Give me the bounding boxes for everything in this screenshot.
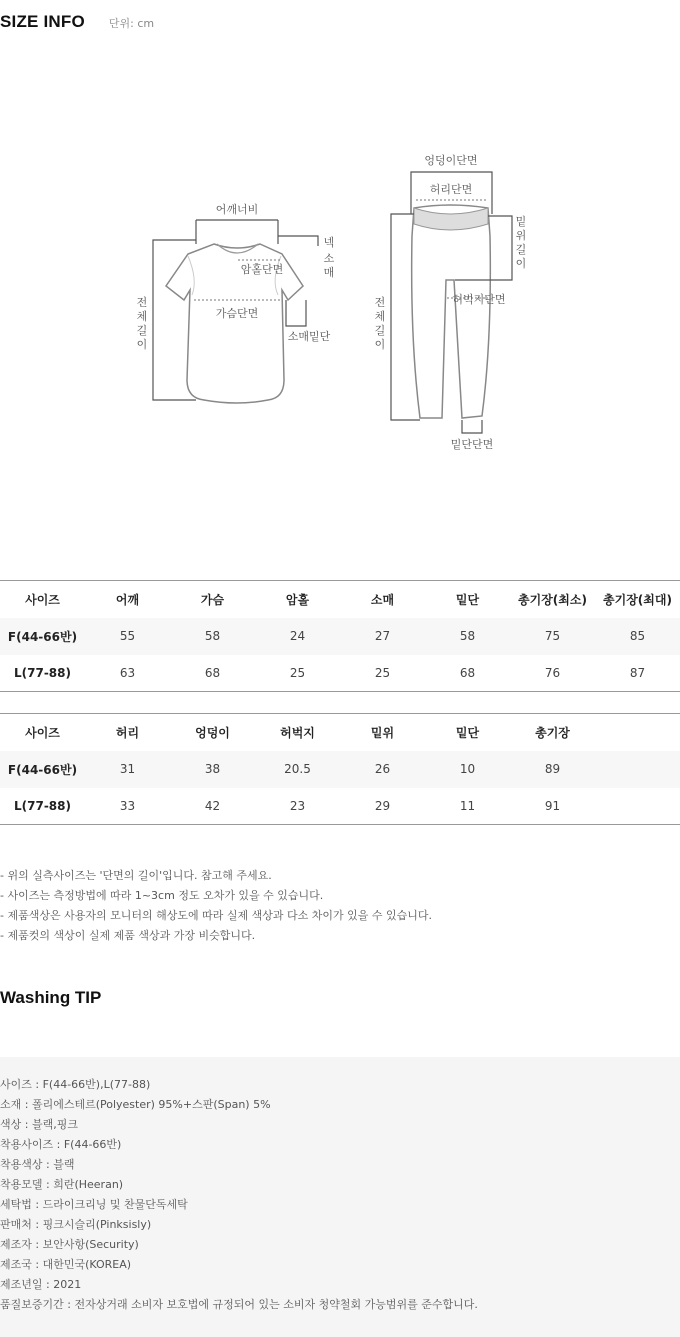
table-cell: 33 [119, 798, 136, 813]
table-cell: 89 [510, 751, 595, 788]
label-top-length-4: 이 [136, 338, 148, 351]
row-size-label: L(77-88) [14, 665, 71, 680]
column-header: 소매 [340, 581, 425, 618]
table-cell: 24 [255, 618, 340, 655]
column-header: 허벅지 [255, 714, 340, 751]
table-cell: 91 [544, 798, 561, 813]
spec-line: 색상 : 블랙,핑크 [0, 1118, 78, 1131]
column-header: 밑단 [425, 714, 510, 751]
column-header: 암홀 [255, 581, 340, 618]
table-cell: 76 [544, 665, 561, 680]
spec-line: 제조국 : 대한민국(KOREA) [0, 1258, 132, 1271]
table-cell: 29 [374, 798, 391, 813]
row-size-label: F(44-66반) [0, 751, 85, 788]
note-line: - 제품색상은 사용자의 모니터의 해상도에 따라 실제 색상과 다소 차이가 있을 수 있습니다. [0, 909, 432, 922]
measurement-diagram [0, 140, 680, 470]
table-cell: 58 [425, 618, 510, 655]
size-notes [0, 866, 680, 946]
label-bottom-length-3: 길 [374, 324, 386, 337]
label-rise-3: 길 [515, 243, 527, 256]
table-cell: 27 [340, 618, 425, 655]
bottom-garment-illustration [412, 205, 491, 418]
table-cell: 20.5 [255, 751, 340, 788]
table-cell: 31 [85, 751, 170, 788]
column-header: 엉덩이 [170, 714, 255, 751]
table-row [0, 788, 680, 825]
spec-line: 소재 : 폴리에스테르(Polyester) 95%+스판(Span) 5% [0, 1098, 271, 1111]
size-info-title: SIZE INFO [0, 12, 85, 31]
table-cell [595, 751, 680, 788]
spec-line: 품질보증기간 : 전자상거래 소비자 보호법에 규정되어 있는 소비자 청약철회 가능범위를 준수합니다. [0, 1298, 478, 1311]
column-header: 가슴 [170, 581, 255, 618]
table-row [0, 751, 680, 788]
label-sleeve-hem: 소매밑단 [287, 330, 331, 343]
column-header: 밑위 [340, 714, 425, 751]
column-header: 밑단 [425, 581, 510, 618]
table-cell: 58 [170, 618, 255, 655]
column-header: 총기장(최대) [595, 581, 680, 618]
spec-line: 사이즈 : F(44-66반),L(77-88) [0, 1078, 151, 1091]
table-cell: 26 [340, 751, 425, 788]
label-waist: 허리단면 [429, 183, 473, 196]
row-size-label: F(44-66반) [0, 618, 85, 655]
label-bottom-length-1: 전 [374, 296, 386, 309]
unit-label: 단위: cm [108, 17, 155, 30]
label-rise-1: 밑 [515, 215, 527, 228]
label-bottom-length-2: 체 [374, 310, 386, 323]
label-armhole: 암홀단면 [240, 263, 284, 276]
table-cell: 10 [425, 751, 510, 788]
washing-tip-title: Washing TIP [0, 988, 102, 1007]
column-header: 사이즈 [0, 581, 85, 618]
product-spec-box [0, 1057, 680, 1337]
label-chest: 가슴단면 [215, 307, 259, 320]
label-shoulder: 어깨너비 [215, 203, 259, 216]
column-header [595, 714, 680, 751]
size-info-header [0, 12, 154, 36]
top-size-table [0, 580, 680, 692]
spec-line: 착용색상 : 블랙 [0, 1158, 75, 1171]
table-cell: 42 [204, 798, 221, 813]
table-cell: 63 [119, 665, 136, 680]
table-cell: 55 [85, 618, 170, 655]
column-header: 총기장(최소) [510, 581, 595, 618]
spec-line: 착용모델 : 희란(Heeran) [0, 1178, 124, 1191]
table-cell: 87 [629, 665, 646, 680]
label-hip: 엉덩이단면 [424, 154, 478, 167]
note-line: - 제품컷의 색상이 실제 제품 색상과 가장 비슷합니다. [0, 929, 256, 942]
shoulder-measure-line [196, 220, 278, 244]
column-header: 어깨 [85, 581, 170, 618]
bottom-size-table [0, 713, 680, 825]
label-bottom-length-4: 이 [374, 338, 386, 351]
note-line: - 위의 실측사이즈는 '단면의 길이'입니다. 참고해 주세요. [0, 869, 272, 882]
table-header-row [0, 714, 680, 751]
table-header-row [0, 581, 680, 618]
label-neck-sleeve-1: 넥 [323, 236, 335, 249]
table-row [0, 655, 680, 692]
table-cell: 75 [510, 618, 595, 655]
column-header: 총기장 [510, 714, 595, 751]
table-row [0, 618, 680, 655]
table-cell: 68 [204, 665, 221, 680]
spec-line: 제조자 : 보안사항(Security) [0, 1238, 139, 1251]
label-neck-sleeve-2: 소 [323, 252, 335, 265]
table-cell: 38 [170, 751, 255, 788]
label-top-length-3: 길 [136, 324, 148, 337]
note-line: - 사이즈는 측정방법에 따라 1~3cm 정도 오차가 있을 수 있습니다. [0, 889, 324, 902]
label-rise-4: 이 [515, 257, 527, 270]
spec-line: 착용사이즈 : F(44-66반) [0, 1138, 122, 1151]
spec-line: 판매처 : 핑크시슬리(Pinksisly) [0, 1218, 152, 1231]
label-top-length-1: 전 [136, 296, 148, 309]
label-neck-sleeve-3: 매 [323, 266, 335, 279]
table-cell: 11 [459, 798, 476, 813]
label-thigh: 허벅지단면 [452, 293, 506, 306]
table-cell: 23 [289, 798, 306, 813]
row-size-label: L(77-88) [14, 798, 71, 813]
column-header: 허리 [85, 714, 170, 751]
table-cell: 25 [374, 665, 391, 680]
spec-line: 제조년일 : 2021 [0, 1278, 82, 1291]
label-rise-2: 위 [515, 229, 527, 242]
table-cell: 68 [459, 665, 476, 680]
table-cell [595, 788, 680, 825]
label-top-length-2: 체 [136, 310, 148, 323]
table-cell: 85 [595, 618, 680, 655]
label-hem: 밑단단면 [450, 438, 494, 451]
column-header: 사이즈 [0, 714, 85, 751]
spec-line: 세탁법 : 드라이크리닝 및 찬물단독세탁 [0, 1198, 188, 1211]
table-cell: 25 [289, 665, 306, 680]
measurement-diagram-svg [0, 140, 680, 470]
